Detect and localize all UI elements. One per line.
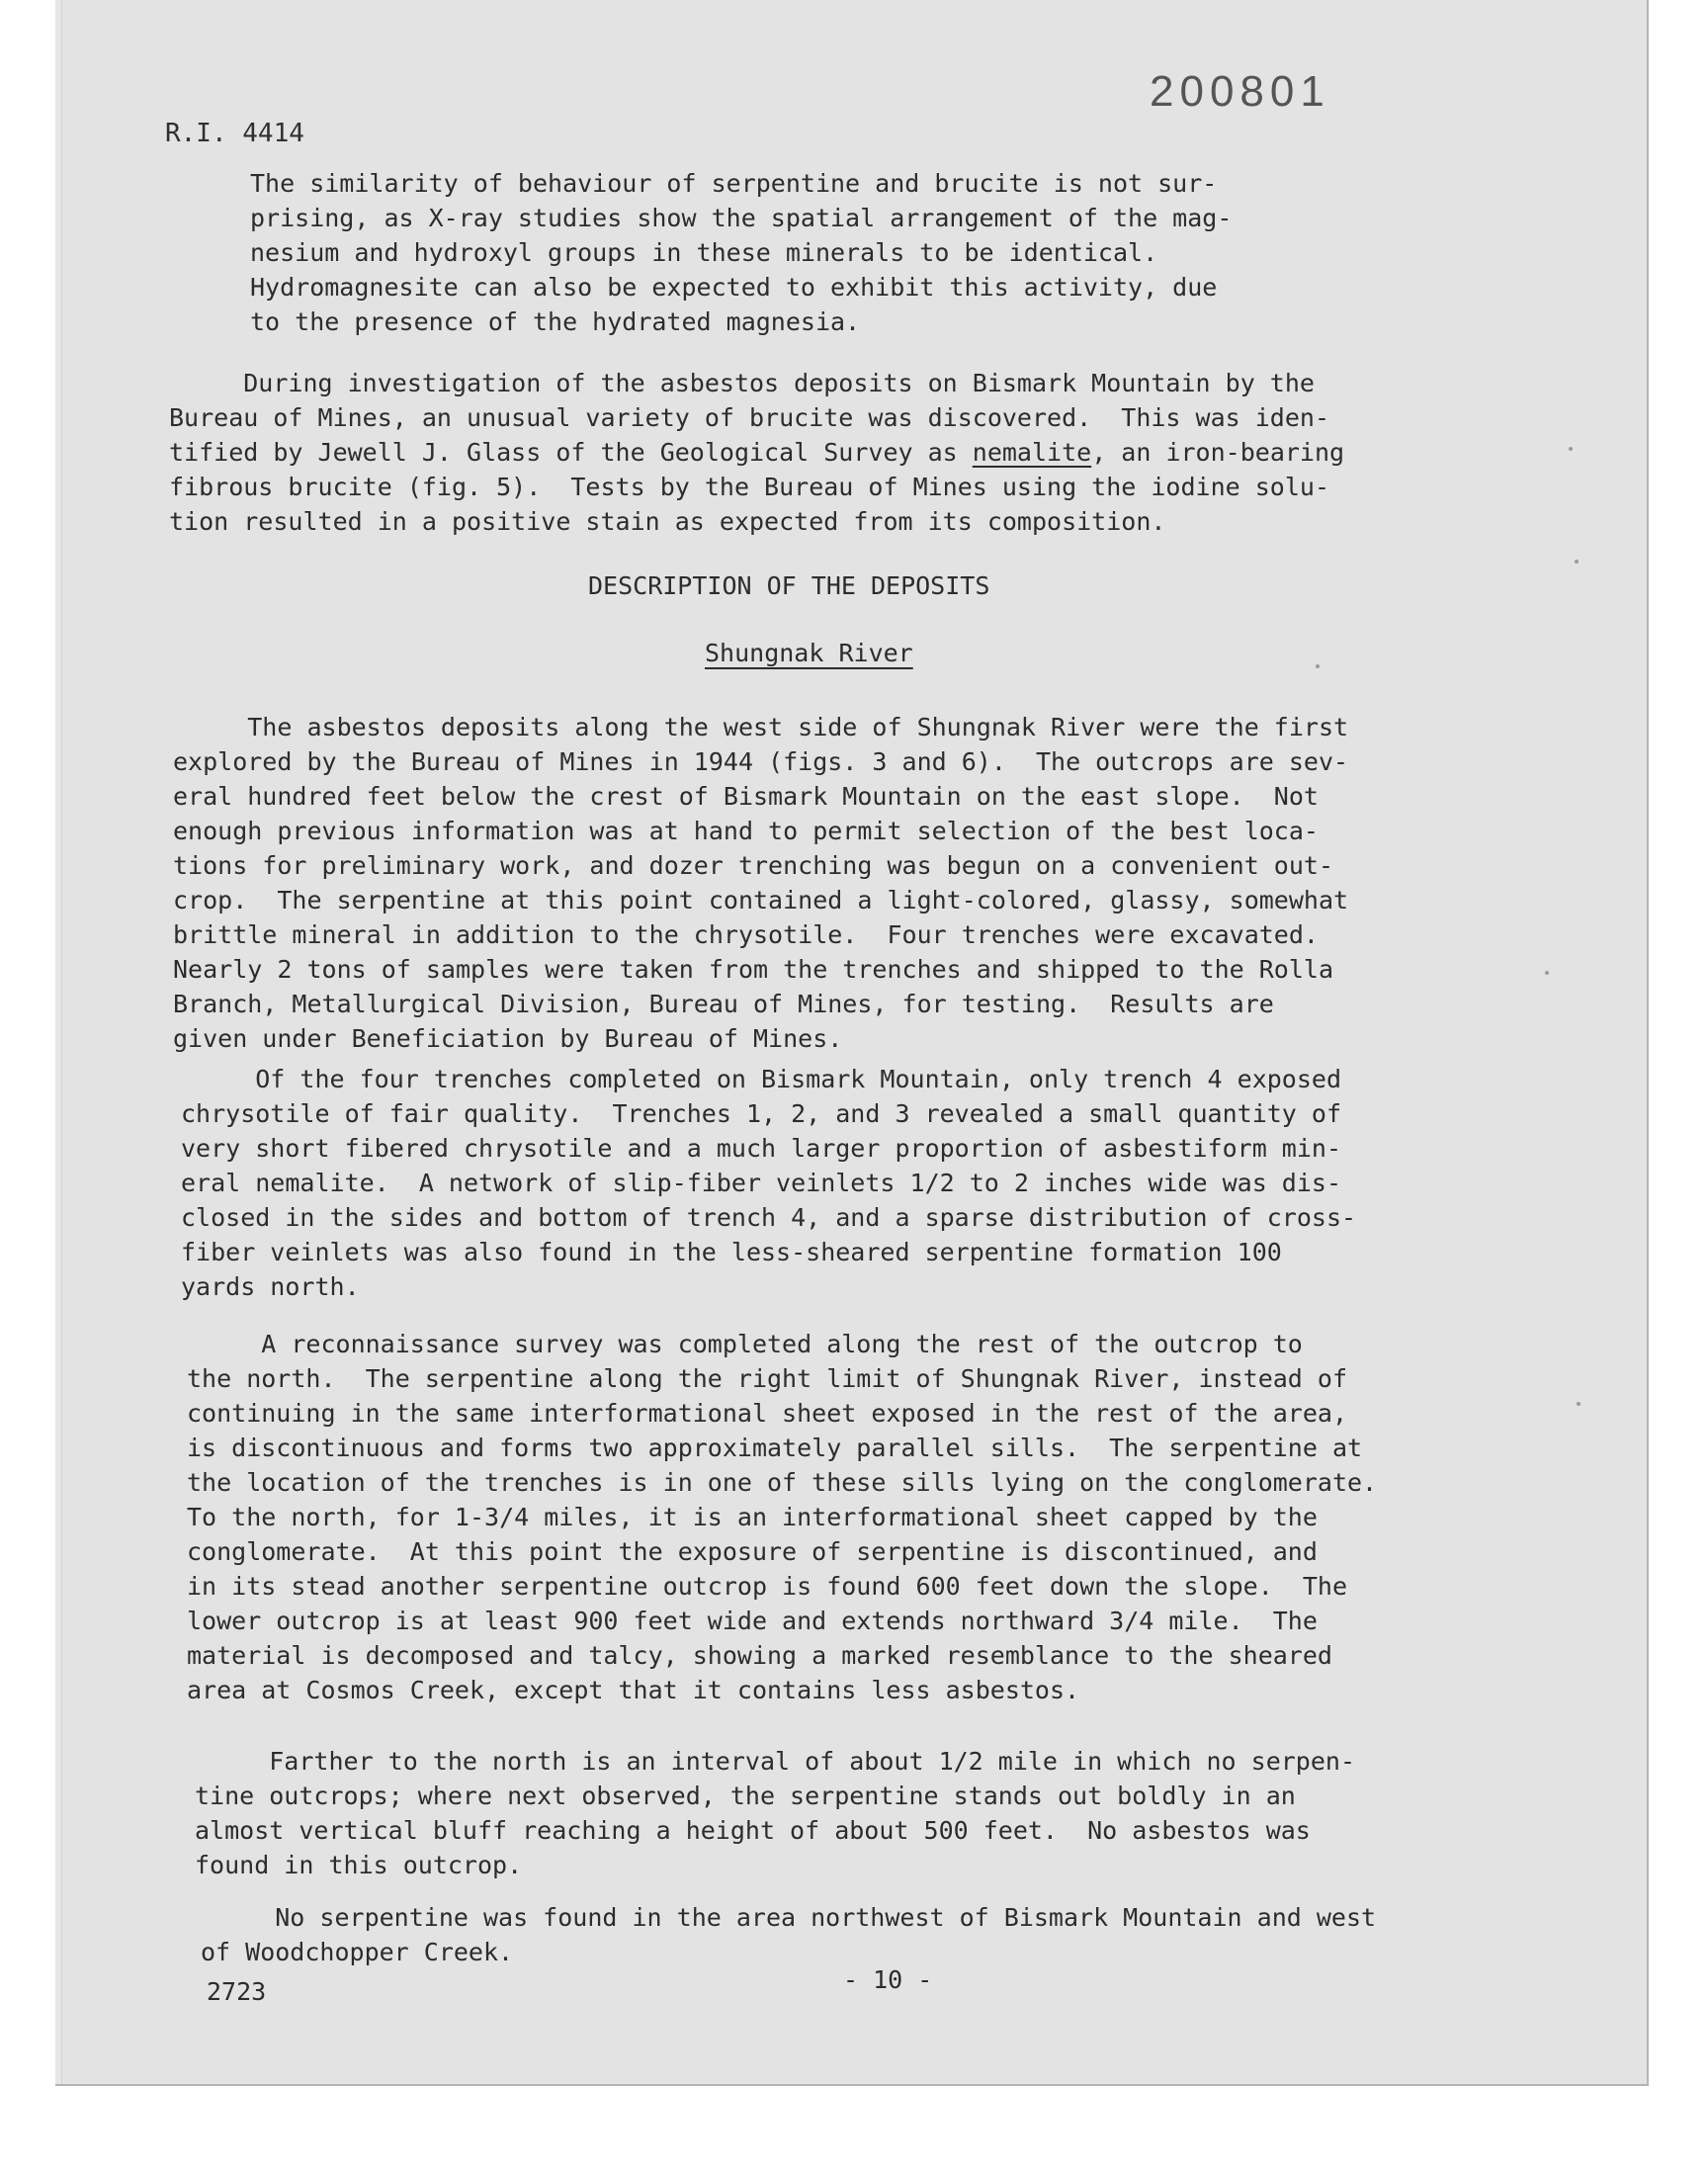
scan-speck bbox=[1545, 971, 1549, 975]
page-number: - 10 - bbox=[843, 1965, 933, 1994]
report-identifier: R.I. 4414 bbox=[165, 119, 304, 148]
paragraph-serpentine-brucite: The similarity of behaviour of serpentine and brucite is not sur- prising, as X-ray studies show the spatial arrangement of the mag- nesium and hydroxyl groups in these minerals to be identical. Hydromagnesite can also be expected to exhibit this activity, due to the presence of the hydrated magnesia. bbox=[250, 169, 1233, 336]
page-surface bbox=[61, 0, 1647, 2084]
paragraph-nemalite-discovery bbox=[169, 366, 1344, 539]
scan-speck bbox=[1575, 560, 1579, 564]
scanned-page bbox=[55, 0, 1649, 2086]
footer-code: 2723 bbox=[207, 1977, 267, 2006]
paragraph-text-after: , an iron-bearing fibrous brucite (fig. 5). Tests by the Bureau of Mines using the iodine solu- tion resulted in a positive stain as expected from its composition. bbox=[169, 438, 1345, 536]
paragraph-northwest-area: No serpentine was found in the area northwest of Bismark Mountain and west of Woodchopper Creek. bbox=[201, 1903, 1377, 1966]
underlined-term-nemalite: nemalite bbox=[972, 438, 1092, 467]
scan-speck bbox=[1316, 664, 1320, 668]
paragraph-reconnaissance-survey: A reconnaissance survey was completed along the rest of the outcrop to the north. The serpentine along the right limit of Shungnak River, instead of continuing in the same interformational sheet exposed in the rest of the area, is discontinuous and forms two approximately parallel sills. The serpentine at the location of the trenches is in one of these sills lying on the conglomerate. To the north, for 1-3/4 miles, it is an interformational sheet capped by the conglomerate. At this point the exposure of serpentine is discontinued, and in its stead another serpentine outcrop is found 600 feet down the slope. The lower outcrop is at least 900 feet wide and extends northward 3/4 mile. The material is decomposed and talcy, showing a marked resemblance to the sheared area at Cosmos Creek, except that it contains less asbestos. bbox=[187, 1330, 1378, 1704]
scan-speck bbox=[1569, 447, 1573, 451]
subsection-heading: Shungnak River bbox=[705, 639, 913, 667]
paragraph-text-before: During investigation of the asbestos deposits on Bismark Mountain by the Bureau of Mines, an unusual variety of brucite was discovered. This was iden- tified by Jewell J. Glass of the Geological Survey as bbox=[169, 369, 1329, 467]
section-heading: DESCRIPTION OF THE DEPOSITS bbox=[588, 571, 990, 600]
scan-speck bbox=[1577, 1402, 1580, 1406]
paragraph-trenches: Of the four trenches completed on Bismark Mountain, only trench 4 exposed chrysotile of fair quality. Trenches 1, 2, and 3 revealed a small quantity of very short fibered chrysotile and a much larger proportion of asbestiform min- eral nemalite. A network of slip-fiber veinlets 1/2 to 2 inches wide was dis- closed in the sides and bottom of trench 4, and a sparse distribution of cross- fiber veinlets was also found in the less-sheared serpentine formation 100 yards north. bbox=[181, 1065, 1357, 1301]
paragraph-shungnak-deposits: The asbestos deposits along the west side of Shungnak River were the first explored by the Bureau of Mines in 1944 (figs. 3 and 6). The outcrops are sev- eral hundred feet below the crest of Bismark Mountain on the east slope. Not enough previous information was at hand to permit selection of the best loca- tions for preliminary work, and dozer trenching was begun on a convenient out- crop. The serpentine at this point contained a light-colored, glassy, somewhat brittle mineral in addition to the chrysotile. Four trenches were excavated. Nearly 2 tons of samples were taken from the trenches and shipped to the Rolla Branch, Metallurgical Division, Bureau of Mines, for testing. Results are given under Beneficiation by Bureau of Mines. bbox=[173, 713, 1349, 1053]
document-stamp-number: 200801 bbox=[1150, 67, 1330, 116]
paragraph-northern-interval: Farther to the north is an interval of about 1/2 mile in which no serpen- tine outcrops; where next observed, the serpentine stands out boldly in an almost vertical bluff reaching a height of about 500 feet. No asbestos was found in this outcrop. bbox=[195, 1747, 1355, 1879]
